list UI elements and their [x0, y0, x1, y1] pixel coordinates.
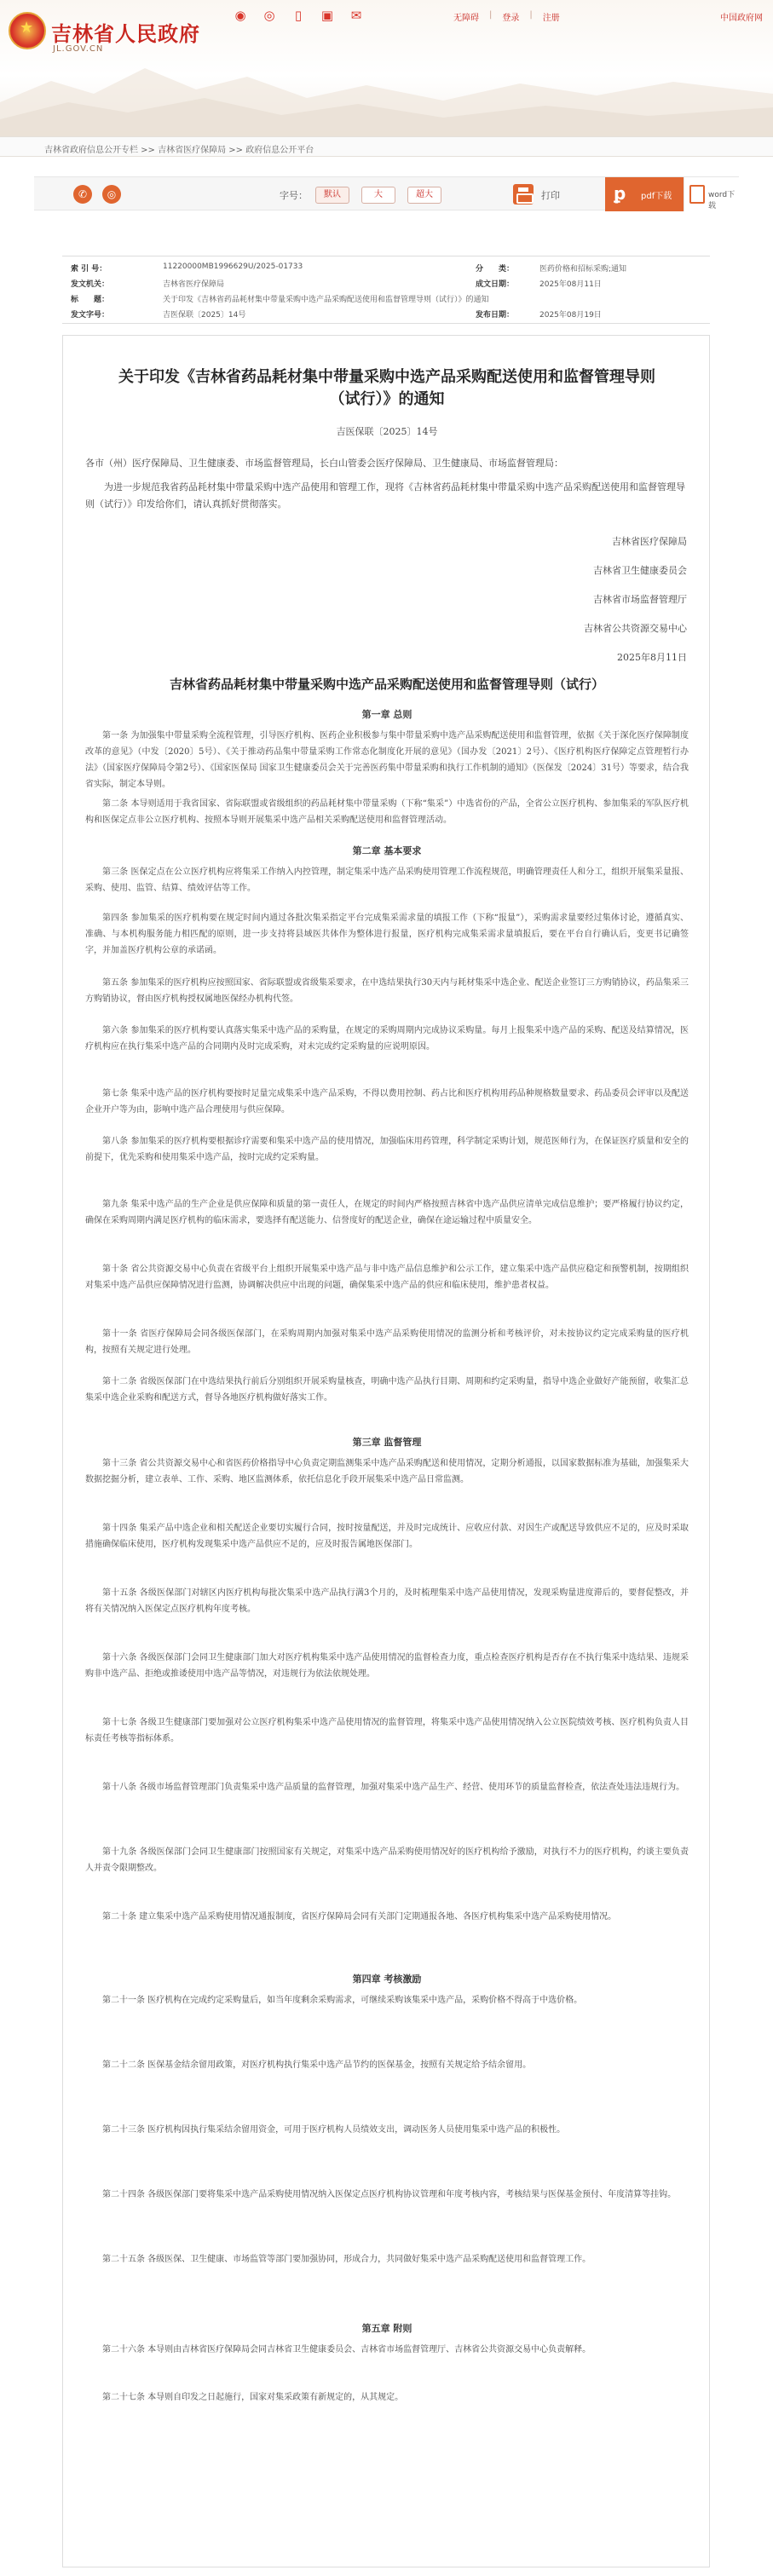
article-paragraph: 第十条 省公共资源交易中心负责在省级平台上组织开展集采中选产品与非中选产品信息维护和公示工作，建立集采中选产品供应稳定和预警机制，按期组织对集采中选产品供应保障情况进行监测，协调解决供应中出现的问题，确保集采中选产品的供应和临床使用，维护患者权益。 — [85, 1265, 689, 1290]
print-button[interactable]: 打印 — [541, 190, 560, 201]
article-paragraph: 第二十一条 医疗机构在完成约定采购量后，如当年度剩余采购需求，可继续采购该集采中选产品，采购价格不得高于中选价格。 — [102, 1996, 583, 2005]
meta-key: 分 类： — [476, 265, 515, 274]
app-icon[interactable]: ▣ — [320, 8, 334, 23]
article-paragraph: 第二十五条 各级医保、卫生健康、市场监管等部门要加强协同，形成合力，共同做好集采中选产品采购配送使用和监督管理工作。 — [102, 2255, 591, 2264]
signer: 吉林省医疗保障局 — [612, 536, 687, 547]
intro-paragraph: 为进一步规范我省药品耗材集中带量采购中选产品使用和管理工作，现将《吉林省药品耗材集中带量采购中选产品采购配送使用和监督管理导则（试行）》印发给你们，请认真抓好贯彻落实。 — [85, 481, 685, 510]
chapter-heading: 第五章 附则 — [361, 2323, 412, 2334]
link-separator: | — [489, 10, 493, 20]
china-gov-link[interactable]: 中国政府网 — [720, 14, 763, 23]
breadcrumb-bar — [0, 136, 773, 157]
mobile-icon[interactable]: ▯ — [294, 8, 303, 23]
top-links — [453, 10, 560, 23]
login-link[interactable]: 登录 — [502, 14, 520, 23]
word-download-button[interactable] — [684, 177, 739, 211]
signer: 吉林省市场监督管理厅 — [593, 594, 687, 605]
site-title[interactable]: 吉林省人民政府 — [51, 21, 200, 46]
mail-icon[interactable]: ✉ — [350, 8, 362, 23]
article-body — [62, 335, 710, 2567]
article-paragraph: 第二十七条 本导则自印发之日起施行，国家对集采政策有新规定的，从其规定。 — [102, 2393, 404, 2402]
signer: 吉林省卫生健康委员会 — [593, 565, 687, 576]
article-paragraph: 第十六条 各级医保部门会同卫生健康部门加大对医疗机构集采中选产品使用情况的监督检查力度，重点检查医疗机构是否存在不执行集采中选结果、违规采购非中选产品、拒绝或推诿使用中选产品等情况，对违规行为依法依规处理。 — [85, 1653, 689, 1679]
font-large-button[interactable]: 大 — [361, 187, 395, 204]
article-paragraph: 第七条 集采中选产品的医疗机构要按时足量完成集采中选产品采购，不得以费用控制、药占比和医疗机构用药品种规格数量要求、药品委员会评审以及配送企业开户等为由，影响中选产品合理使用与供应保障。 — [85, 1089, 689, 1115]
meta-row — [62, 291, 710, 304]
article-paragraph: 第十四条 集采产品中选企业和相关配送企业要切实履行合同，按时按量配送，并及时完成统计、应收应付款、对因生产或配送导致供应不足的，应及时采取措施确保临床使用，医疗机构发现集采中选产品供应不足的，应及时报告属地医保部门。 — [85, 1524, 689, 1549]
article-paragraph: 第六条 参加集采的医疗机构要认真落实集采中选产品的采购量，在规定的采购周期内完成协议采购量。每月上报集采中选产品的采购、配送及结算情况，医疗机构应在执行集采中选产品的合同期内及时完成采购，对未完成约定采购量的应说明原因。 — [85, 1026, 689, 1052]
meta-key: 发文字号： — [71, 311, 110, 320]
national-emblem-icon[interactable]: ★ — [9, 12, 46, 49]
meta-key: 成文日期： — [476, 280, 515, 289]
article-paragraph: 第三条 医保定点在公立医疗机构应将集采工作纳入内控管理，制定集采中选产品采购使用管理工作流程规范，明确管理责任人和分工，组织开展集采量报、采购、使用、监管、结算、绩效评估等工作。 — [85, 867, 689, 893]
article-toolbar — [34, 176, 739, 210]
chapter-heading: 第三章 监督管理 — [352, 1437, 422, 1448]
word-icon — [689, 185, 705, 204]
article-paragraph: 第十二条 省级医保部门在中选结果执行前后分别组织开展采购量核查，明确中选产品执行目期、周期和约定采购量，指导中选企业做好产能预留，收集汇总集采中选企业采购和配送方式，督导各地医疗机构做好落实工作。 — [85, 1377, 689, 1403]
font-size-label: 字号： — [280, 190, 308, 201]
site-domain: JL.GOV.CN — [53, 44, 104, 54]
article-paragraph: 第十五条 各级医保部门对辖区内医疗机构每批次集采中选产品执行满3个月的，及时梳理集采中选产品使用情况，发现采购量进度滞后的，要督促整改，并将有关情况纳入医保定点医疗机构年度考核。 — [85, 1588, 689, 1614]
chapter-heading: 第四章 考核激励 — [352, 1974, 422, 1985]
article-paragraph: 第二十四条 各级医保部门要将集采中选产品采购使用情况纳入医保定点医疗机构协议管理和年度考核内容，考核结果与医保基金预付、年度清算等挂钩。 — [102, 2190, 677, 2199]
site-header — [0, 0, 773, 136]
meta-row — [62, 275, 710, 289]
share-weibo-icon[interactable]: ◎ — [102, 185, 121, 204]
article-paragraph: 第十三条 省公共资源交易中心和省医药价格指导中心负责定期监测集采中选产品采购配送和使用情况，定期分析通报，以国家数据标准为基础，加强集采大数据挖掘分析，建立表单、工作、采购、地区监测体系，依托信息化手段开展集采中选产品日常监测。 — [85, 1459, 689, 1484]
article-paragraph: 第十七条 各级卫生健康部门要加强对公立医疗机构集采中选产品使用情况的监督管理，将集采中选产品使用情况纳入公立医院绩效考核、医疗机构负责人目标责任考核等指标体系。 — [85, 1718, 689, 1743]
breadcrumb[interactable]: 吉林省政府信息公开专栏 >> 吉林省医疗保障局 >> 政府信息公开平台 — [44, 146, 314, 155]
printer-icon[interactable] — [513, 184, 534, 205]
meta-value: 医药价格和招标采购;通知 — [539, 265, 627, 274]
article-paragraph: 第十一条 省医疗保障局会同各级医保部门，在采购周期内加强对集采中选产品采购使用情况的监测分析和考核评价，对未按协议约定完成采购量的医疗机构，按照有关规定进行处理。 — [85, 1329, 689, 1355]
meta-value: 2025年08月19日 — [539, 311, 602, 320]
meta-key: 索 引 号： — [71, 265, 107, 274]
register-link[interactable]: 注册 — [542, 14, 560, 23]
wechat-icon[interactable]: ◉ — [234, 8, 246, 23]
article-paragraph: 第二十六条 本导则由吉林省医疗保障局会同吉林省卫生健康委员会、吉林省市场监督管理厅、吉林省公共资源交易中心负责解释。 — [102, 2345, 591, 2354]
meta-row — [62, 306, 710, 320]
meta-value: 关于印发《吉林省药品耗材集中带量采购中选产品采购配送使用和监督管理导则（试行）》的通知 — [163, 296, 489, 304]
chapter-heading: 第二章 基本要求 — [352, 845, 422, 856]
article-title: 关于印发《吉林省药品耗材集中带量采购中选产品采购配送使用和监督管理导则（试行）》的通知 — [118, 368, 655, 408]
salutation: 各市（州）医疗保障局、卫生健康委、市场监督管理局，长白山管委会医疗保障局、卫生健康局、市场监督管理局： — [85, 458, 563, 469]
top-icon-bar — [232, 7, 365, 24]
guideline-title: 吉林省药品耗材集中带量采购中选产品采购配送使用和监督管理导则（试行） — [169, 677, 604, 692]
article-paragraph: 第二十条 建立集采中选产品采购使用情况通报制度，省医疗保障局会同有关部门定期通报各地、各医疗机构集采中选产品采购使用情况。 — [102, 1912, 617, 1922]
share-wechat-icon[interactable]: ✆ — [73, 185, 92, 204]
font-xlarge-button[interactable]: 超大 — [407, 187, 441, 204]
pdf-download-label: pdf下载 — [641, 192, 672, 201]
article-paragraph: 第二条 本导则适用于我省国家、省际联盟或省级组织的药品耗材集中带量采购（下称“集采”）中选省份的产品，全省公立医疗机构、参加集采的军队医疗机构和医保定点非公立医疗机构、按照本导则开展集采中选产品相关采购配送使用和监督管理活动。 — [85, 799, 689, 825]
article-paragraph: 第四条 参加集采的医疗机构要在规定时间内通过各批次集采指定平台完成集采需求量的填报工作（下称“报量”），采购需求量要经过集体讨论，遵循真实、准确、与本机构服务能力相匹配的原则，进一步支持将县域医共体作为整体进行报量，医疗机构完成集采需求量填报后，要在平台自行确认后，变更书记确签字，并加盖医疗机构公章的承诺函。 — [85, 913, 689, 955]
article-paragraph: 第一条 为加强集中带量采购全流程管理，引导医疗机构、医药企业积极参与集中带量采购中选产品采购配送使用和监督管理，依据《关于深化医疗保障制度改革的意见》（中发〔2020〕5号）、《关于推动药品集中带量采购工作常态化制度化开展的意见》（国办发〔2021〕2号）、《医疗机构医疗保障定点管理暂行办法》（国家医疗保障局令第2号）、《国家医保局 国家卫生健康委员会关于完善医药集中带量采购和执行工作机制的通知》（医保发〔2024〕31号）等要求，结合我省实际，制定本导则。 — [85, 731, 689, 789]
word-download-label: word下载 — [708, 191, 736, 210]
meta-value: 11220000MB1996629U/2025-01733 — [163, 262, 303, 271]
meta-value: 吉林省医疗保障局 — [163, 280, 225, 289]
meta-key: 标 题： — [71, 296, 110, 304]
meta-key: 发文机关： — [71, 280, 110, 289]
article-paragraph: 第五条 参加集采的医疗机构应按照国家、省际联盟或省级集采要求，在中选结果执行30天内与耗材集采中选企业、配送企业签订三方购销协议，药品集采三方购销协议，督由医疗机构授权属地医保经办机构代签。 — [85, 978, 689, 1004]
article-paragraph: 第十八条 各级市场监督管理部门负责集采中选产品质量的监督管理，加强对集采中选产品生产、经营、使用环节的质量监督检查，依法查处违法违规行为。 — [102, 1783, 685, 1792]
pdf-download-button[interactable] — [605, 177, 684, 211]
article-paragraph: 第二十三条 医疗机构因执行集采结余留用资金，可用于医疗机构人员绩效支出，调动医务人员使用集采中选产品的积极性。 — [102, 2125, 566, 2135]
article-paragraph: 第二十二条 医保基金结余留用政策，对医疗机构执行集采中选产品节约的医保基金，按照有关规定给予结余留用。 — [102, 2060, 532, 2070]
meta-value: 2025年08月11日 — [539, 280, 602, 289]
meta-row — [62, 260, 710, 274]
signer: 吉林省公共资源交易中心 — [584, 623, 687, 634]
pdf-icon: ꝑ — [614, 183, 626, 204]
chapter-heading: 第一章 总则 — [361, 709, 412, 720]
meta-key: 发布日期： — [476, 311, 515, 320]
font-default-button[interactable]: 默认 — [315, 187, 349, 204]
article-paragraph: 第八条 参加集采的医疗机构要根据诊疗需要和集采中选产品的使用情况，加强临床用药管理，科学制定采购计划，规范医师行为，在保证医疗质量和安全的前提下，优先采购和使用集采中选产品，按时完成约定采购量。 — [85, 1137, 689, 1162]
meta-value: 吉医保联〔2025〕14号 — [163, 311, 246, 320]
weibo-icon[interactable]: ◎ — [263, 8, 275, 23]
article-paragraph: 第十九条 各级医保部门会同卫生健康部门按照国家有关规定，对集采中选产品采购使用情况好的医疗机构给予激励，对执行不力的医疗机构，约谈主要负责人并责令限期整改。 — [85, 1847, 689, 1873]
article-paragraph: 第九条 集采中选产品的生产企业是供应保障和质量的第一责任人，在规定的时间内严格按照吉林省中选产品供应清单完成信息维护；要严格履行协议约定，确保在采购周期内满足医疗机构的临床需求，要选择有配送能力、信誉度好的配送企业，确保在途运输过程中质量安全。 — [85, 1200, 689, 1225]
document-number: 吉医保联〔2025〕14号 — [336, 426, 438, 437]
document-meta-table — [62, 256, 710, 324]
link-separator: | — [529, 10, 533, 20]
accessibility-link[interactable]: 无障碍 — [453, 14, 479, 23]
sign-date: 2025年8月11日 — [617, 652, 687, 663]
signers-block — [431, 533, 687, 678]
